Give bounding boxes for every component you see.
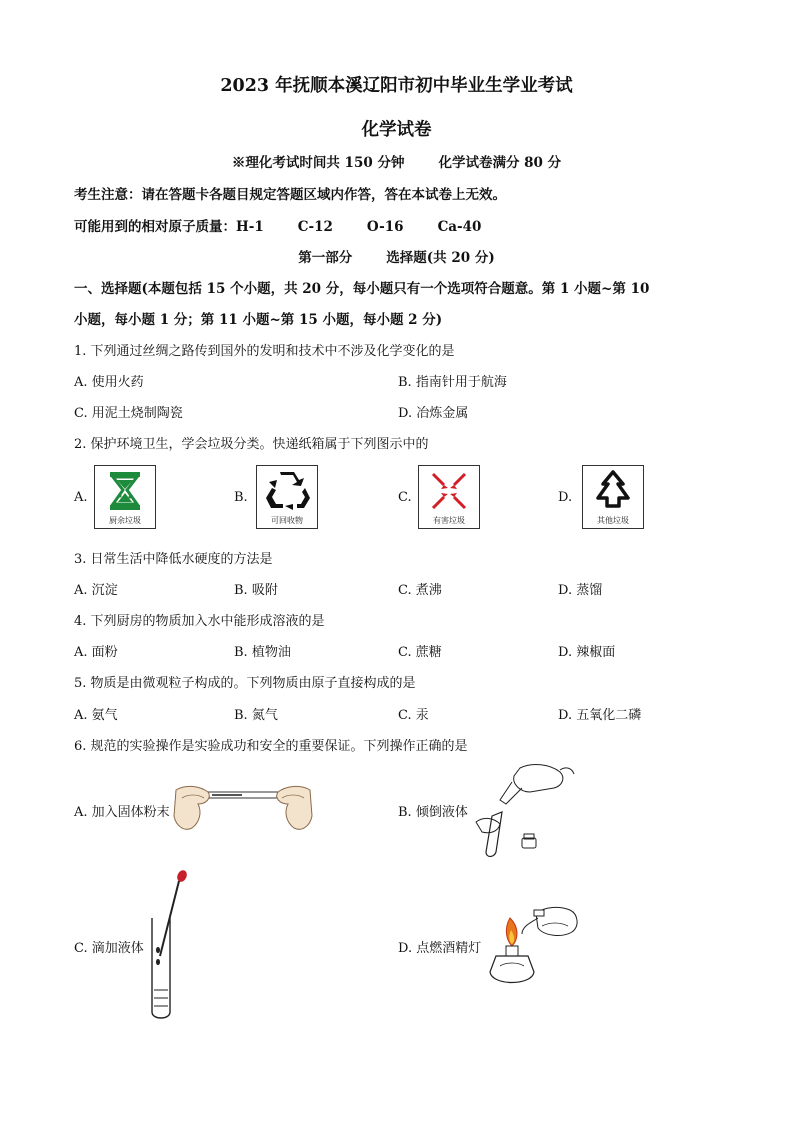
q2-option-d[interactable]: D.	[558, 490, 573, 505]
atomic-mass-label: 可能用到的相对原子质量：	[74, 219, 236, 235]
q4-option-b[interactable]: B. 植物油	[234, 645, 291, 660]
q4-option-c[interactable]: C. 蔗糖	[398, 645, 442, 660]
question-4-stem: 4. 下列厨房的物质加入水中能形成溶液的是	[74, 614, 325, 629]
question-3-stem: 3. 日常生活中降低水硬度的方法是	[74, 552, 273, 567]
paper-subtitle: 化学试卷	[361, 120, 432, 140]
q6-option-a[interactable]: A. 加入固体粉末	[74, 805, 170, 820]
q3-option-c[interactable]: C. 煮沸	[398, 583, 442, 598]
q2-option-b[interactable]: B.	[234, 490, 248, 505]
q6-option-d[interactable]: D. 点燃酒精灯	[398, 941, 482, 956]
other-waste-caption: 其他垃圾	[597, 516, 629, 525]
time-note-b: 化学试卷满分 80 分	[438, 155, 562, 171]
atomic-mass-line	[74, 215, 481, 235]
atomic-mass-o: O-16	[366, 219, 404, 235]
q1-option-b[interactable]: B. 指南针用于航海	[398, 375, 507, 390]
atomic-mass-h: H-1	[236, 219, 264, 235]
q6-option-b[interactable]: B. 倾倒液体	[398, 805, 468, 820]
q5-option-d[interactable]: D. 五氧化二磷	[558, 708, 642, 723]
atomic-mass-c: C-12	[297, 219, 333, 235]
question-2-stem: 2. 保护环境卫生，学会垃圾分类。快递纸箱属于下列图示中的	[74, 437, 429, 452]
time-note-a: ※理化考试时间共 150 分钟	[231, 155, 405, 171]
q3-option-d[interactable]: D. 蒸馏	[558, 583, 603, 598]
kitchen-waste-sign	[94, 465, 156, 529]
hazardous-waste-caption: 有害垃圾	[433, 516, 465, 525]
recycle-icon	[257, 466, 317, 516]
part-heading-a: 第一部分	[298, 250, 353, 266]
kitchen-waste-caption: 厨余垃圾	[109, 516, 141, 525]
q1-option-c[interactable]: C. 用泥土烧制陶瓷	[74, 406, 183, 421]
hourglass-icon	[95, 466, 155, 516]
section-intro-line1: 一、选择题(本题包括 15 个小题，共 20 分，每小题只有一个选项符合题意。第 1 小题~第 10	[74, 281, 650, 297]
other-waste-sign	[582, 465, 644, 529]
q6-option-c[interactable]: C. 滴加液体	[74, 941, 144, 956]
recyclable-caption: 可回收物	[271, 516, 303, 525]
recyclable-sign	[256, 465, 318, 529]
question-1-stem: 1. 下列通过丝绸之路传到国外的发明和技术中不涉及化学变化的是	[74, 344, 455, 359]
q1-option-d[interactable]: D. 冶炼金属	[398, 406, 469, 421]
dropping-liquid-illustration	[146, 866, 188, 1022]
q3-option-a[interactable]: A. 沉淀	[74, 583, 118, 598]
q1-option-a[interactable]: A. 使用火药	[74, 375, 144, 390]
q2-option-a[interactable]: A.	[74, 490, 88, 505]
hazardous-waste-sign	[418, 465, 480, 529]
time-note	[0, 151, 793, 171]
q5-option-a[interactable]: A. 氨气	[74, 708, 118, 723]
q3-option-b[interactable]: B. 吸附	[234, 583, 278, 598]
q4-option-d[interactable]: D. 辣椒面	[558, 645, 616, 660]
part-heading	[0, 246, 793, 266]
q5-option-c[interactable]: C. 汞	[398, 708, 429, 723]
other-waste-icon	[583, 466, 643, 516]
hazard-cross-icon	[419, 466, 479, 516]
section-intro-line2: 小题，每小题 1 分；第 11 小题~第 15 小题，每小题 2 分)	[74, 312, 443, 328]
part-heading-b: 选择题(共 20 分)	[386, 250, 495, 266]
adding-powder-illustration	[172, 776, 314, 838]
question-6-stem: 6. 规范的实验操作是实验成功和安全的重要保证。下列操作正确的是	[74, 739, 468, 754]
pouring-liquid-illustration	[470, 760, 576, 860]
question-5-stem: 5. 物质是由微观粒子构成的。下列物质由原子直接构成的是	[74, 676, 416, 691]
lighting-alcohol-lamp-illustration	[482, 896, 582, 996]
exam-title: 2023 年抚顺本溪辽阳市初中毕业生学业考试	[220, 76, 573, 96]
candidate-notice: 考生注意：请在答题卡各题目规定答题区域内作答，答在本试卷上无效。	[74, 187, 506, 203]
q5-option-b[interactable]: B. 氮气	[234, 708, 278, 723]
q4-option-a[interactable]: A. 面粉	[74, 645, 118, 660]
q2-option-c[interactable]: C.	[398, 490, 412, 505]
atomic-mass-ca: Ca-40	[437, 219, 482, 235]
